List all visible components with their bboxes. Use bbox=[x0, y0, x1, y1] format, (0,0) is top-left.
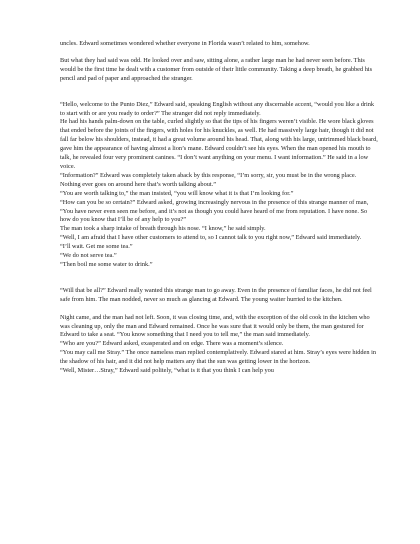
section-gap bbox=[60, 270, 378, 287]
paragraph: “Information?” Edward was completely taken aback by this response, “I’m sorry, sir, you must be in the wrong place. Nothing ever goes on around here that’s worth talking about.” bbox=[60, 171, 357, 188]
paragraph: But what they had said was odd. He looked over and saw, sitting alone, a rather large man he had never seen before. This would be the first time he dealt with a customer from outside of their little community. Taking a deep breath, he grabbed his pencil and pad of paper and approached the stranger. bbox=[60, 56, 373, 82]
paragraph: “Well, I am afraid that I have other customers to attend to, so I cannot talk to you right now,” Edward said immediately. bbox=[60, 234, 362, 242]
paragraph: “Hello, welcome to the Punto Diez,” Edward said, speaking English without any discernable accent, “would you like a drink to start with or are you ready to order?” The stranger did not reply immediately. bbox=[60, 100, 375, 117]
paragraph: “Well, Mister…Stray,” Edward said politely, “what is it that you think I can help you bbox=[60, 367, 274, 375]
paragraph: The man took a sharp intake of breath through his nose. “I know,” he said simply. bbox=[60, 225, 266, 233]
paragraph-gap bbox=[60, 305, 378, 314]
paragraph: “Then boil me some water to drink.” bbox=[60, 260, 153, 268]
paragraph-gap bbox=[60, 49, 378, 57]
paragraph: He had his hands palm-down on the table, curled slightly so that the tips of his fingers weren’t visible. He wore black gloves that ended before the joints of the fingers, with holes for his knuckles, as well. He had massively large hair, though it did not fall far below his shoulders, instead, it had a great volume around his head. That, along with his large, untrimmed black beard, gave him the appearance of having almost a lion’s mane. Edward couldn’t see his eyes. When the man opened his mouth to talk, he revealed four very prominent canines. “I don’t want anything on your menu. I want information.” He said in a low voice. bbox=[60, 118, 378, 170]
paragraph: “How can you be so certain?” Edward asked, growing increasingly nervous in the presence of this strange manner of man, “You have never even seen me before, and it’s not as though you could have heard of me from reputation. I have none. So how do you know that I’ll be of any help to you?” bbox=[60, 198, 369, 224]
section-gap bbox=[60, 84, 378, 101]
paragraph: “We do not serve tea.” bbox=[60, 252, 117, 260]
document-page bbox=[60, 40, 378, 376]
paragraph: Night came, and the man had not left. Soon, it was closing time, and, with the exception of the old cook in the kitchen who was cleaning up, only the man and Edward remained. Once he was sure that it would only be them, the man gestured for Edward to take a seat. “You know something that I need you to tell me,” the man said immediately. bbox=[60, 313, 370, 339]
paragraph: “Who are you?” Edward asked, exasperated and on edge. There was a moment’s silence. bbox=[60, 340, 284, 348]
paragraph: uncles. Edward sometimes wondered whether everyone in Florida wasn’t related to him, somehow. bbox=[60, 40, 310, 47]
paragraph: “You may call me Stray.” The once nameless man replied contemplatively. Edward stared at him. Stray’s eyes were hidden in the shadow of his hair, and it did not help matters any that the sun was getting lower in the horizon. bbox=[60, 349, 376, 366]
paragraph: “You are worth talking to,” the man insisted, “you will know what it is that I’m looking for.” bbox=[60, 189, 294, 197]
paragraph: “I’ll wait. Get me some tea.” bbox=[60, 243, 133, 251]
paragraph: “Will that be all?” Edward really wanted this strange man to go away. Even in the presence of familiar faces, he did not feel safe from him. The man nodded, never so much as glancing at Edward. The young waiter hurried to the kitchen. bbox=[60, 286, 372, 303]
